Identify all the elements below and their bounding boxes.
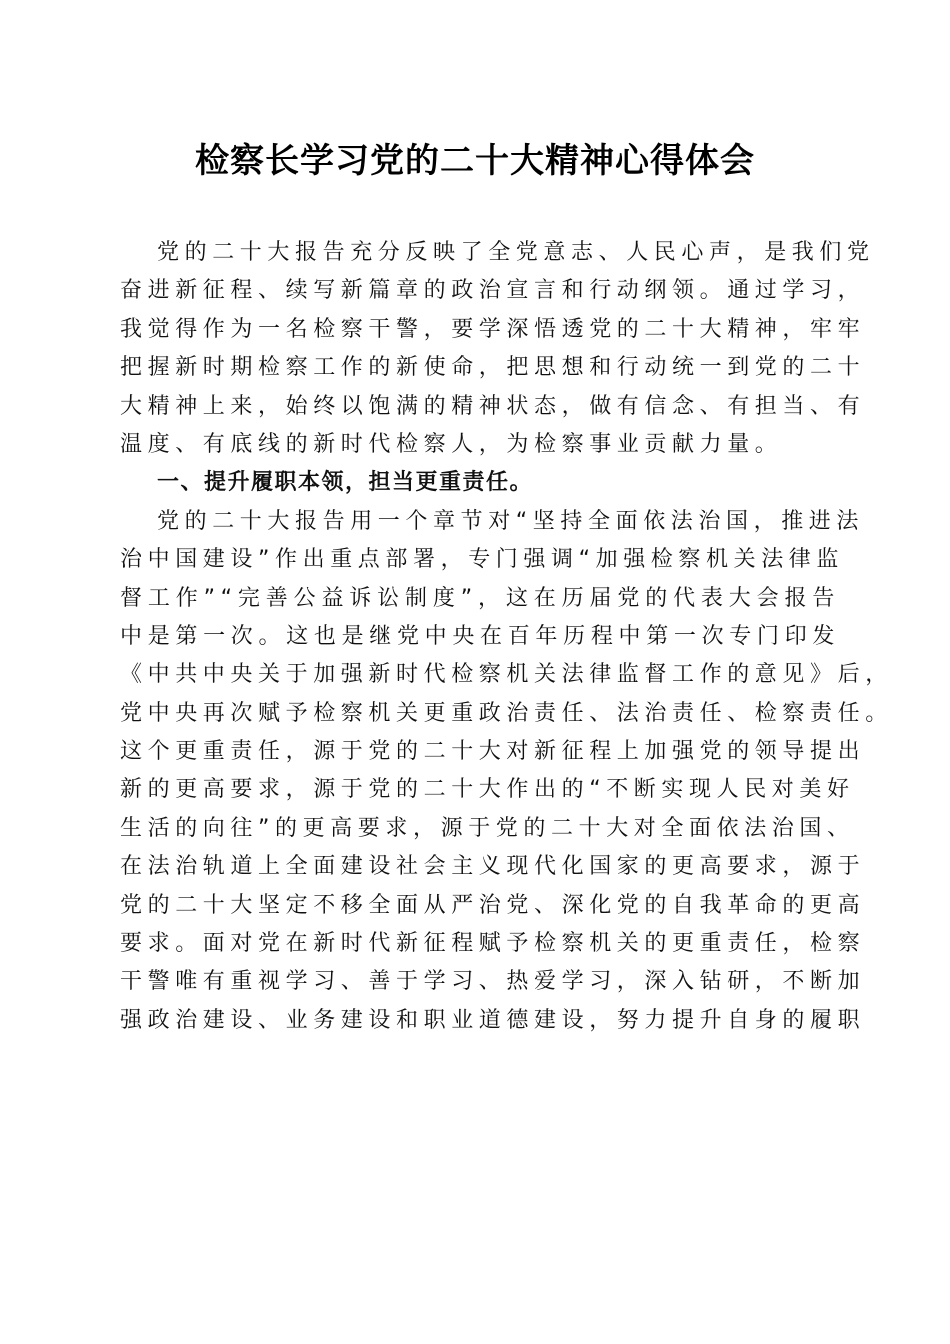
text-line: 这个更重责任，源于党的二十大对新征程上加强党的领导提出 xyxy=(120,739,866,765)
text-line: 奋进新征程、续写新篇章的政治宣言和行动纲领。通过学习， xyxy=(120,278,866,304)
document-body xyxy=(120,234,893,1040)
text-line: 我觉得作为一名检察干警，要学深悟透党的二十大精神，牢牢 xyxy=(120,316,866,342)
text-line: 大精神上来，始终以饱满的精神状态，做有信念、有担当、有 xyxy=(120,393,866,419)
text-line: 督工作”“完善公益诉讼制度”，这在历届党的代表大会报告 xyxy=(120,585,840,611)
text-line: 治中国建设”作出重点部署，专门强调“加强检察机关法律监 xyxy=(120,547,844,573)
text-line: 党中央再次赋予检察机关更重政治责任、法治责任、检察责任。 xyxy=(120,700,893,726)
text-line: 新的更高要求，源于党的二十大作出的“不断实现人民对美好 xyxy=(120,777,855,803)
text-line: 把握新时期检察工作的新使命，把思想和行动统一到党的二十 xyxy=(120,355,866,381)
text-line: 温度、有底线的新时代检察人，为检察事业贡献力量。 xyxy=(120,431,783,457)
text-line: 生活的向往”的更高要求，源于党的二十大对全面依法治国、 xyxy=(120,815,855,841)
text-line: 《中共中央关于加强新时代检察机关法律监督工作的意见》后， xyxy=(120,662,893,688)
section-heading-1 xyxy=(120,464,840,502)
section-heading-text: 一、提升履职本领，担当更重责任。 xyxy=(157,470,534,496)
text-line: 党的二十大坚定不移全面从严治党、深化党的自我革命的更高 xyxy=(120,892,866,918)
text-line: 强政治建设、业务建设和职业道德建设，努力提升自身的履职 xyxy=(120,1007,866,1033)
text-line: 要求。面对党在新时代新征程赋予检察机关的更重责任，检察 xyxy=(120,931,866,957)
paragraph-intro xyxy=(120,234,875,464)
text-line: 在法治轨道上全面建设社会主义现代化国家的更高要求，源于 xyxy=(120,854,866,880)
text-line: 干警唯有重视学习、善于学习、热爱学习，深入钻研，不断加 xyxy=(120,969,866,995)
text-line: 中是第一次。这也是继党中央在百年历程中第一次专门印发 xyxy=(120,623,840,649)
text-line: 党的二十大报告充分反映了全党意志、人民心声，是我们党 xyxy=(157,240,875,265)
paragraph-section-1 xyxy=(120,503,893,1040)
text-line: 党的二十大报告用一个章节对“坚持全面依法治国，推进法 xyxy=(157,508,864,534)
document-title: 检察长学习党的二十大精神心得体会 xyxy=(195,141,755,181)
